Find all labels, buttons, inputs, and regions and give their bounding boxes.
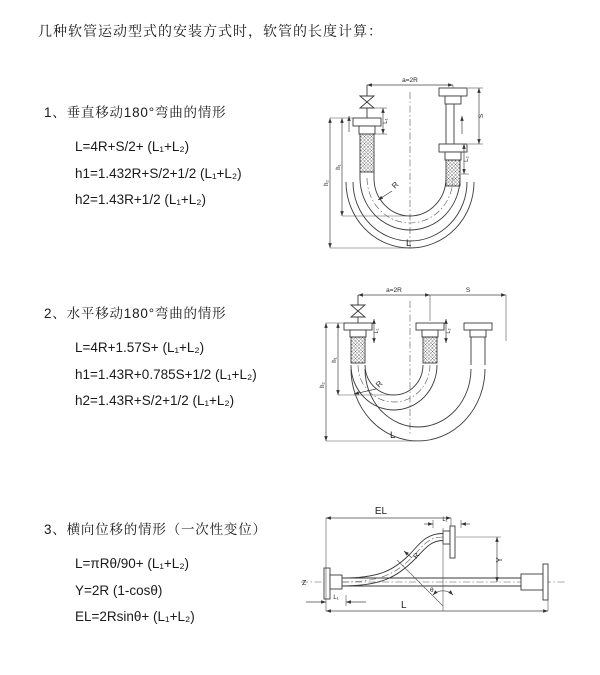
section-3-heading: 3、横向位移的情形（一次性变位） [44,522,267,537]
dim-label-y: Y [495,557,504,563]
left-flange [344,323,372,363]
d1-drawing [346,85,474,250]
d3-drawing [301,526,565,611]
length-label: L [390,430,396,441]
dim-label-l1: L₁ [374,328,380,334]
displaced-flange [464,323,492,365]
section-1-heading: 1、垂直移动180°弯曲的情形 [44,105,227,120]
section-2 [44,302,257,415]
formula-length: L=πRθ/90+ (L₁+L₂) [75,556,190,571]
formula-el: EL=2Rsinθ+ (L₁+L₂) [75,609,195,624]
dim-label-l2: L₂ [464,156,470,162]
dim-label-h2: h₂ [320,382,326,388]
diagram-2-horizontal-180-bend [310,285,595,457]
section-2-heading: 2、水平移动180°弯曲的情形 [44,306,227,321]
dim-label-s: S [465,287,471,294]
valve-icon [351,295,365,323]
section-3 [44,518,267,631]
dim-label-s: S [478,113,485,119]
displaced-hose [342,526,455,586]
radius-label: R [412,551,422,561]
left-flange [353,118,381,172]
dim-label-h1: h₁ [336,164,342,170]
page-title: 几种软管运动型式的安装方式时，软管的长度计算： [38,23,383,39]
formula-h1: h1=1.43R+0.785S+1/2 (L₁+L₂) [75,366,257,382]
valve-icon [360,85,374,118]
length-label: L [401,600,407,611]
length-label: L [406,238,412,249]
dim-label-l1-top: L₁ [442,517,448,523]
d2-drawing [344,295,492,441]
radius-label: R [374,379,385,390]
dim-label-l2: L₂ [446,328,452,334]
dim-label-h2: h₂ [324,180,330,186]
radius-label: R [390,180,401,191]
middle-flange [416,323,444,363]
d2-dimensions [320,287,506,441]
formula-y: Y=2R (1-cosθ) [75,582,163,598]
dim-label-h1: h₁ [332,357,338,363]
centerline-break-mark: Z [302,580,307,587]
formula-h2: h2=1.43R+1/2 (L₁+L₂) [75,192,207,207]
dim-label-l1: L₁ [383,118,389,124]
diagram-1-vertical-180-bend [312,70,587,262]
right-flange [439,88,467,186]
d3-dimensions [306,506,548,611]
hose-u-bend [351,365,485,441]
dim-label-a2r: a=2R [386,287,402,294]
formula-length: L=4R+1.57S+ (L₁+L₂) [75,340,205,355]
dim-label-l1-bottom: L₁ [333,595,339,601]
formula-length: L=4R+S/2+ (L₁+L₂) [75,139,190,154]
dim-label-el: EL [374,506,388,517]
formula-h2: h2=1.43R+S/2+1/2 (L₁+L₂) [75,393,235,408]
diagram-3-lateral-displacement [293,498,595,656]
section-1 [44,101,242,214]
formula-h1: h1=1.432R+S/2+1/2 (L₁+L₂) [75,165,242,181]
dim-label-a2r: a=2R [402,77,418,84]
angle-label: θ [430,587,434,594]
